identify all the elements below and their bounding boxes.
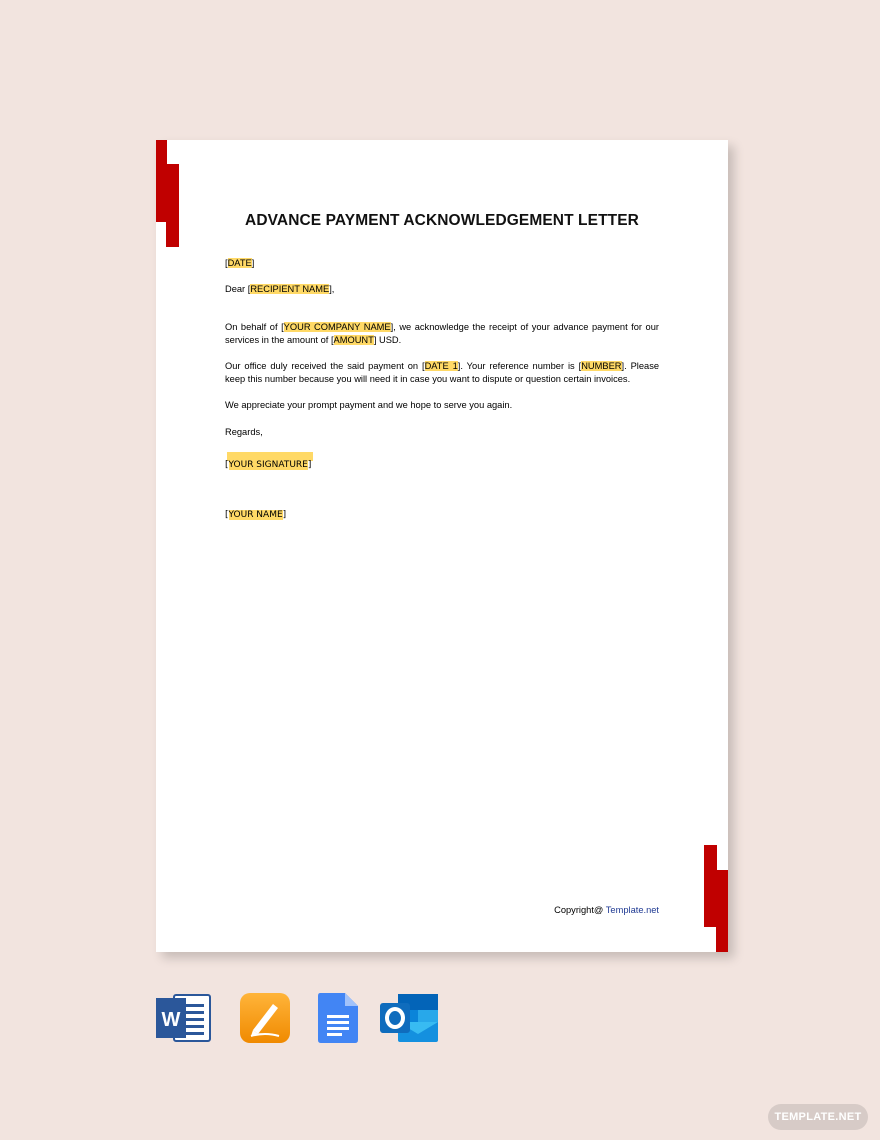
letter-title: ADVANCE PAYMENT ACKNOWLEDGEMENT LETTER (245, 212, 639, 229)
paragraph-1: On behalf of [YOUR COMPANY NAME], we acknowledge the receipt of your advance payment for our services in the amount of [AMOUNT] USD. (225, 322, 659, 345)
date1-placeholder: DATE 1 (424, 361, 458, 371)
signature-line: [YOUR SIGNATURE] (225, 460, 312, 470)
number-placeholder: NUMBER (581, 361, 622, 371)
template-net-badge[interactable]: TEMPLATE.NET (768, 1104, 868, 1130)
svg-text:W: W (161, 1009, 181, 1031)
date-line: [DATE] (225, 258, 255, 268)
salutation: Dear [RECIPIENT NAME], (225, 284, 335, 294)
letter-page (156, 140, 728, 952)
company-placeholder: YOUR COMPANY NAME (283, 322, 391, 332)
paragraph-3: We appreciate your prompt payment and we hope to serve you again. (225, 400, 513, 410)
name-line: [YOUR NAME] (225, 510, 287, 520)
pages-icon[interactable] (239, 992, 291, 1044)
google-docs-icon[interactable] (317, 992, 359, 1044)
copyright: Copyright@ Template.net (554, 905, 659, 915)
recipient-placeholder: RECIPIENT NAME (250, 284, 330, 294)
paragraph-2: Our office duly received the said payment on [DATE 1]. Your reference number is [NUMBER]. Please keep this number because you will need it in case you want to dispute or question certain invoices. (225, 361, 660, 384)
decor-bar-bottom-2 (716, 870, 728, 952)
signature-placeholder: YOUR SIGNATURE (228, 460, 308, 470)
regards-line: Regards, (225, 427, 263, 437)
name-placeholder: YOUR NAME (228, 510, 283, 520)
decor-bar-top-2 (166, 164, 179, 247)
date-placeholder: DATE (227, 258, 252, 268)
word-icon[interactable] (156, 992, 212, 1044)
outlook-icon[interactable] (380, 992, 440, 1044)
copyright-link[interactable]: Template.net (605, 905, 659, 915)
amount-placeholder: AMOUNT (333, 335, 374, 345)
app-icons (156, 992, 456, 1044)
